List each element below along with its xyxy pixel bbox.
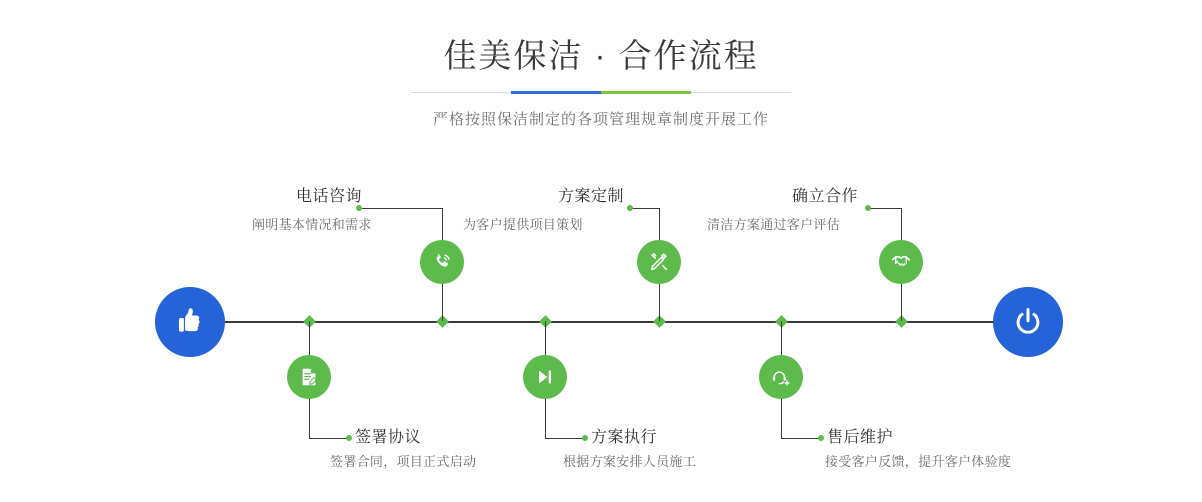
step-title-4: 方案执行: [591, 429, 658, 446]
connector-horizontal-1: [359, 208, 442, 209]
step-icon-1: [420, 240, 464, 284]
step-desc-wrap-3: [463, 212, 583, 235]
step-label-3: [536, 186, 624, 208]
step-label-4: [563, 427, 697, 472]
step-title-5: 确立合作: [791, 188, 858, 205]
step-desc-wrap-1: [252, 212, 372, 235]
connector-horizontal-3: [630, 208, 659, 209]
connector-horizontal-4: [545, 438, 585, 439]
step-title-3: 方案定制: [557, 188, 624, 205]
phone-call-icon: [431, 251, 453, 273]
step-icon-4: [523, 355, 567, 399]
step-icon-6: [759, 355, 803, 399]
pencil-ruler-icon: [648, 251, 670, 273]
step-icon-2: [287, 355, 331, 399]
title-divider: [411, 88, 791, 98]
customer-support-icon: [770, 366, 792, 388]
power-icon: [1011, 305, 1045, 339]
step-desc-1: 阐明基本情况和需求: [252, 217, 372, 232]
handshake-icon: [890, 251, 912, 273]
connector-dot-2: [346, 435, 352, 441]
step-label-1: [252, 186, 362, 208]
connector-dot-4: [582, 435, 588, 441]
step-label-5: [778, 186, 858, 208]
step-desc-6: 接受客户反馈，提升客户体验度: [825, 454, 1012, 469]
divider-accent-green: [601, 91, 691, 94]
connector-dot-6: [818, 435, 824, 441]
header: [0, 34, 1202, 129]
connector-horizontal-2: [309, 438, 349, 439]
step-desc-5: 清洁方案通过客户评估: [707, 217, 841, 232]
timeline-end-node: [993, 287, 1063, 357]
step-title-2: 签署协议: [355, 429, 422, 446]
connector-dot-5: [865, 205, 871, 211]
timeline-start-node: [155, 287, 225, 357]
step-title-6: 售后维护: [827, 429, 894, 446]
step-icon-3: [637, 240, 681, 284]
step-desc-4: 根据方案安排人员施工: [563, 454, 697, 469]
step-icon-5: [879, 240, 923, 284]
step-desc-2: 签署合同，项目正式启动: [330, 454, 477, 469]
page-title: 佳美保洁 · 合作流程: [443, 37, 759, 74]
connector-dot-3: [627, 205, 633, 211]
document-edit-icon: [298, 366, 320, 388]
play-forward-icon: [534, 366, 556, 388]
step-desc-3: 为客户提供项目策划: [463, 217, 583, 232]
step-label-2: [330, 427, 477, 472]
page-subtitle: 严格按照保洁制定的各项管理规章制度开展工作: [432, 111, 769, 128]
thumbs-up-icon: [173, 305, 207, 339]
step-desc-wrap-5: [707, 212, 840, 235]
divider-accent-blue: [511, 91, 601, 94]
connector-horizontal-5: [868, 208, 901, 209]
connector-horizontal-6: [781, 438, 821, 439]
step-title-1: 电话咨询: [295, 188, 362, 205]
step-label-6: [827, 427, 1011, 472]
